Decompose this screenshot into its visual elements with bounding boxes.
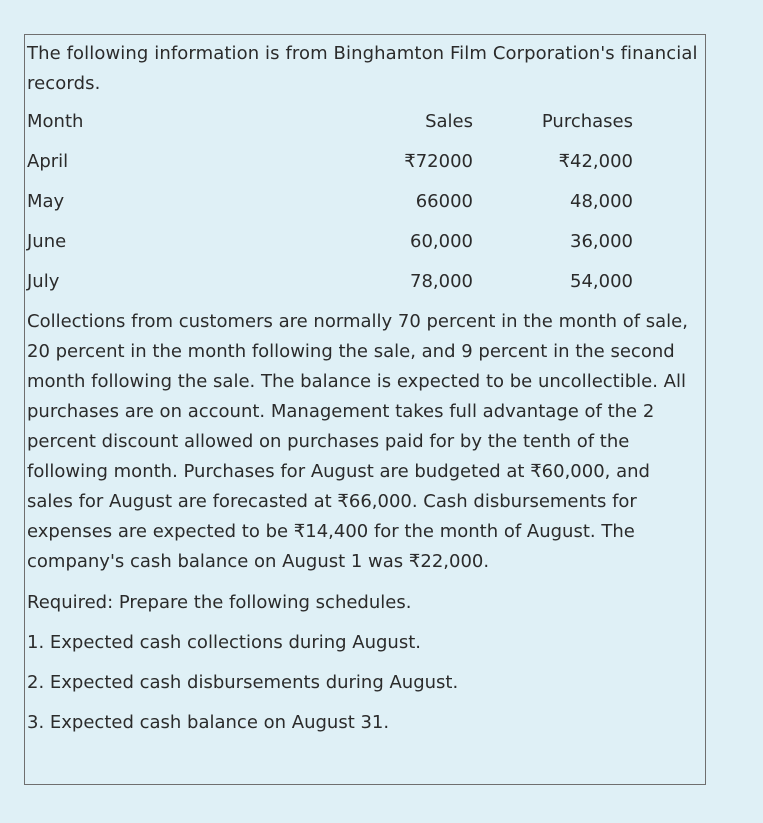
- table-row: [25, 270, 705, 294]
- table-row: [25, 190, 705, 214]
- sales-cell: 66000: [415, 191, 473, 212]
- sales-cell: 78,000: [410, 271, 473, 292]
- table-header-row: [25, 110, 705, 134]
- required-item: 3. Expected cash balance on August 31.: [27, 712, 390, 733]
- required-item: 2. Expected cash disbursements during August.: [27, 672, 459, 693]
- purchases-cell: 36,000: [570, 231, 633, 252]
- sales-cell: 60,000: [410, 231, 473, 252]
- purchases-cell: ₹42,000: [558, 151, 633, 172]
- month-cell: June: [27, 231, 67, 252]
- month-cell: May: [27, 191, 65, 212]
- table-row: [25, 150, 705, 174]
- problem-box: [24, 34, 706, 785]
- intro-text: The following information is from Binghamton Film Corporation's financial records.: [27, 43, 698, 94]
- problem-paragraph: Collections from customers are normally 70 percent in the month of sale, 20 percent in the month following the sale, and 9 percent in the second month following the sale. The balance is expected to be uncollectible. All purchases are on account. Management takes full advantage of the 2 percent discount allowed on purchases paid for by the tenth of the following month. Purchases for August are budgeted at ₹60,000, and sales for August are forecasted at ₹66,000. Cash disbursements for expenses are expected to be ₹14,400 for the month of August. The company's cash balance on August 1 was ₹22,000.: [27, 311, 688, 572]
- purchases-cell: 48,000: [570, 191, 633, 212]
- month-header: Month: [27, 111, 84, 132]
- purchases-header: Purchases: [541, 111, 633, 132]
- purchases-cell: 54,000: [570, 271, 633, 292]
- month-cell: July: [27, 271, 60, 292]
- month-cell: April: [27, 151, 69, 172]
- table-row: [25, 230, 705, 254]
- sales-cell: ₹72000: [404, 151, 473, 172]
- sales-header: Sales: [425, 111, 473, 132]
- required-item: 1. Expected cash collections during August.: [27, 632, 421, 653]
- required-heading: Required: Prepare the following schedules.: [27, 592, 412, 613]
